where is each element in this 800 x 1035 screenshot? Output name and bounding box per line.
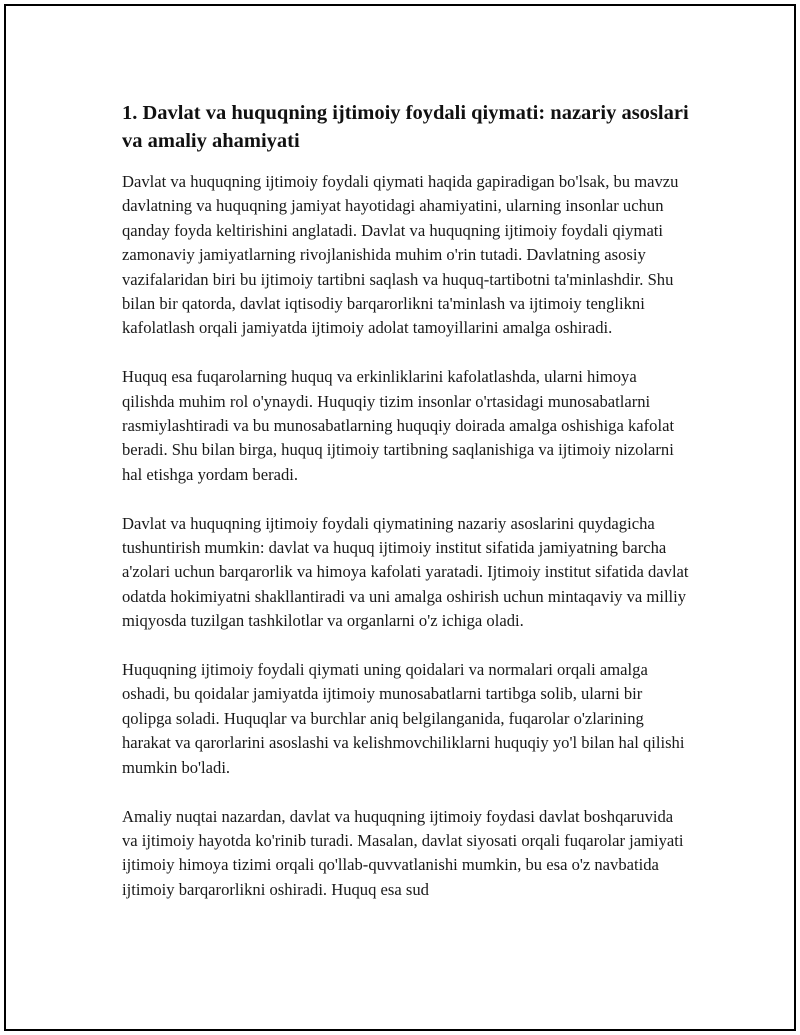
document-page [4, 4, 796, 1031]
paragraph-5: Amaliy nuqtai nazardan, davlat va huquqning ijtimoiy foydasi davlat boshqaruvida va ijtimoiy hayotda ko'rinib turadi. Masalan, davlat siyosati orqali fuqarolar jamiyati ijtimoiy himoya tizimi orqali qo'llab-quvvatlanishi mumkin, bu esa o'z navbatida ijtimoiy barqarorlikni oshiradi. Huquq esa sud [122, 806, 684, 899]
document-content [122, 99, 692, 927]
paragraph-3: Davlat va huquqning ijtimoiy foydali qiymatining nazariy asoslarini quydagicha tushuntirish mumkin: davlat va huquq ijtimoiy institut sifatida jamiyatning barcha a'zolari uchun barqarorlik va himoya kafolati yaratadi. Ijtimoiy institut sifatida davlat odatda hokimiyatni shakllantiradi va uni amalga oshirish uchun mintaqaviy va milliy miqyosda tuzilgan tashkilotlar va organlarni o'z ichiga oladi. [122, 513, 689, 631]
paragraph-1: Davlat va huquqning ijtimoiy foydali qiymati haqida gapiradigan bo'lsak, bu mavzu davlatning va huquqning jamiyat hayotidagi ahamiyatini, ularning insonlar uchun qanday foyda keltirishini anglatadi. Davlat va huquqning ijtimoiy foydali qiymati zamonaviy jamiyatlarning rivojlanishida muhim o'rin tutadi. Davlatning asosiy vazifalaridan biri bu ijtimoiy tartibni saqlash va huquq-tartibotni ta'minlashdir. Shu bilan bir qatorda, davlat iqtisodiy barqarorlikni ta'minlash va ijtimoiy tenglikni kafolatlash orqali jamiyatda ijtimoiy adolat tamoyillarini amalga oshiradi. [122, 172, 679, 338]
paragraph-2: Huquq esa fuqarolarning huquq va erkinliklarini kafolatlashda, ularni himoya qilishda muhim rol o'ynaydi. Huquqiy tizim insonlar o'rtasidagi munosabatlarni rasmiylashtiradi va bu munosabatlarning huquqiy doirada amalga oshishiga kafolat beradi. Shu bilan birga, huquq ijtimoiy tartibning saqlanishiga va ijtimoiy nizolarni hal etishga yordam beradi. [122, 367, 675, 484]
document-title: 1. Davlat va huquqning ijtimoiy foydali qiymati: nazariy asoslari va amaliy ahamiyati [122, 102, 689, 152]
paragraph-4: Huquqning ijtimoiy foydali qiymati uning qoidalari va normalari orqali amalga oshadi, bu qoidalar jamiyatda ijtimoiy munosabatlarni tartibga solib, ularni bir qolipga soladi. Huquqlar va burchlar aniq belgilanganida, fuqarolar o'zlarining harakat va qarorlarini asoslashi va kelishmovchiliklarni huquqiy yo'l bilan hal qilishi mumkin bo'ladi. [122, 660, 685, 777]
